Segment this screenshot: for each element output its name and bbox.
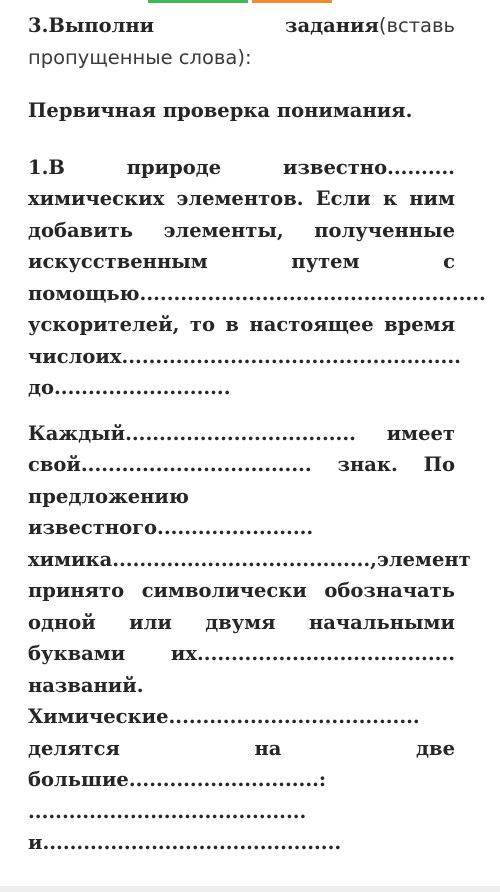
heading-word: задания: [285, 14, 379, 37]
para1-line-4: [28, 246, 455, 278]
word: или: [129, 610, 172, 634]
word: ним: [409, 187, 455, 210]
word: с: [443, 250, 455, 273]
heading-word: (вставь: [378, 14, 455, 37]
word: искусственным: [28, 250, 208, 273]
word: на: [254, 736, 282, 760]
para2-line-9: [28, 670, 455, 702]
subheading: [28, 95, 455, 127]
word: химических: [28, 187, 165, 210]
word: названий.: [28, 673, 144, 697]
para2-line-4: [28, 512, 455, 544]
word: известного.......................: [28, 516, 314, 539]
word: буквами: [28, 642, 126, 665]
word: ускорителей,: [28, 313, 180, 336]
bottom-strip: [0, 886, 500, 892]
word: свой..................................: [28, 453, 312, 476]
word: обозначать: [324, 579, 455, 602]
para1-line-2: [28, 183, 455, 215]
para2-line-11: [28, 733, 455, 765]
word: большие............................:: [28, 768, 327, 791]
word: до..........................: [28, 376, 231, 399]
para2-line-1: [28, 418, 455, 450]
word: то: [189, 313, 215, 336]
word: элемент: [376, 547, 471, 571]
word: Если: [315, 187, 371, 210]
word: число: [28, 344, 96, 368]
word: две: [416, 736, 455, 760]
word: помощью...................................................: [28, 281, 486, 305]
word: настоящее: [249, 313, 374, 336]
top-progress-bar: [0, 0, 500, 3]
top-bar-orange-segment: [252, 0, 332, 3]
word: одной: [28, 610, 96, 634]
para2-line-10: [28, 701, 455, 733]
word: природе: [126, 155, 222, 179]
word: Каждый..................................: [28, 421, 356, 445]
word: предложению: [28, 484, 189, 508]
task-heading-line-1: [28, 10, 455, 42]
word: По: [423, 453, 455, 476]
word: .........................................: [28, 799, 307, 823]
para2-line-14: [28, 827, 455, 859]
heading-word: 3.Выполни: [28, 14, 155, 37]
word: полученные: [314, 218, 455, 242]
word: элементы,: [163, 218, 284, 242]
para2-line-5: [28, 544, 471, 576]
word: Химические.....................................: [28, 705, 420, 728]
word: их..................................................: [95, 344, 461, 368]
word: химика......................................,: [28, 547, 377, 571]
para2-line-8: [28, 638, 455, 670]
word: их......................................: [170, 642, 455, 665]
word: и............................................: [28, 831, 342, 854]
word: известно..........: [282, 155, 455, 179]
para2-line-12: [28, 764, 455, 796]
word: двумя: [205, 610, 276, 634]
para1-line-6: [28, 309, 455, 341]
heading-word-group: [285, 10, 455, 42]
para1-line-8: [28, 372, 455, 404]
word: добавить: [28, 218, 133, 242]
worksheet-text: [28, 10, 486, 859]
word: начальными: [308, 610, 455, 634]
para2-line-13: [28, 796, 455, 828]
word: делятся: [28, 736, 120, 760]
para2-line-2: [28, 449, 455, 481]
para2-line-6: [28, 575, 455, 607]
word: 1.В: [28, 155, 65, 179]
word: имеет: [386, 421, 455, 445]
subheading-text: Первичная проверка понимания.: [28, 99, 413, 122]
para2-line-7: [28, 607, 455, 639]
word: путем: [291, 250, 360, 273]
para1-line-7: [28, 341, 461, 373]
word: элементов.: [176, 187, 304, 210]
word: принято: [28, 579, 125, 602]
word: время: [384, 313, 455, 336]
para1-line-5: [28, 278, 486, 310]
word: знак.: [337, 453, 398, 476]
task-heading-line-2: [28, 42, 455, 74]
word: в: [225, 313, 239, 336]
para1-line-3: [28, 215, 455, 247]
word: символически: [141, 579, 307, 602]
heading-word: пропущенные слова):: [28, 45, 252, 69]
para1-line-1: [28, 152, 455, 184]
word: к: [382, 187, 398, 210]
para2-line-3: [28, 481, 455, 513]
top-bar-green-segment: [148, 0, 248, 3]
